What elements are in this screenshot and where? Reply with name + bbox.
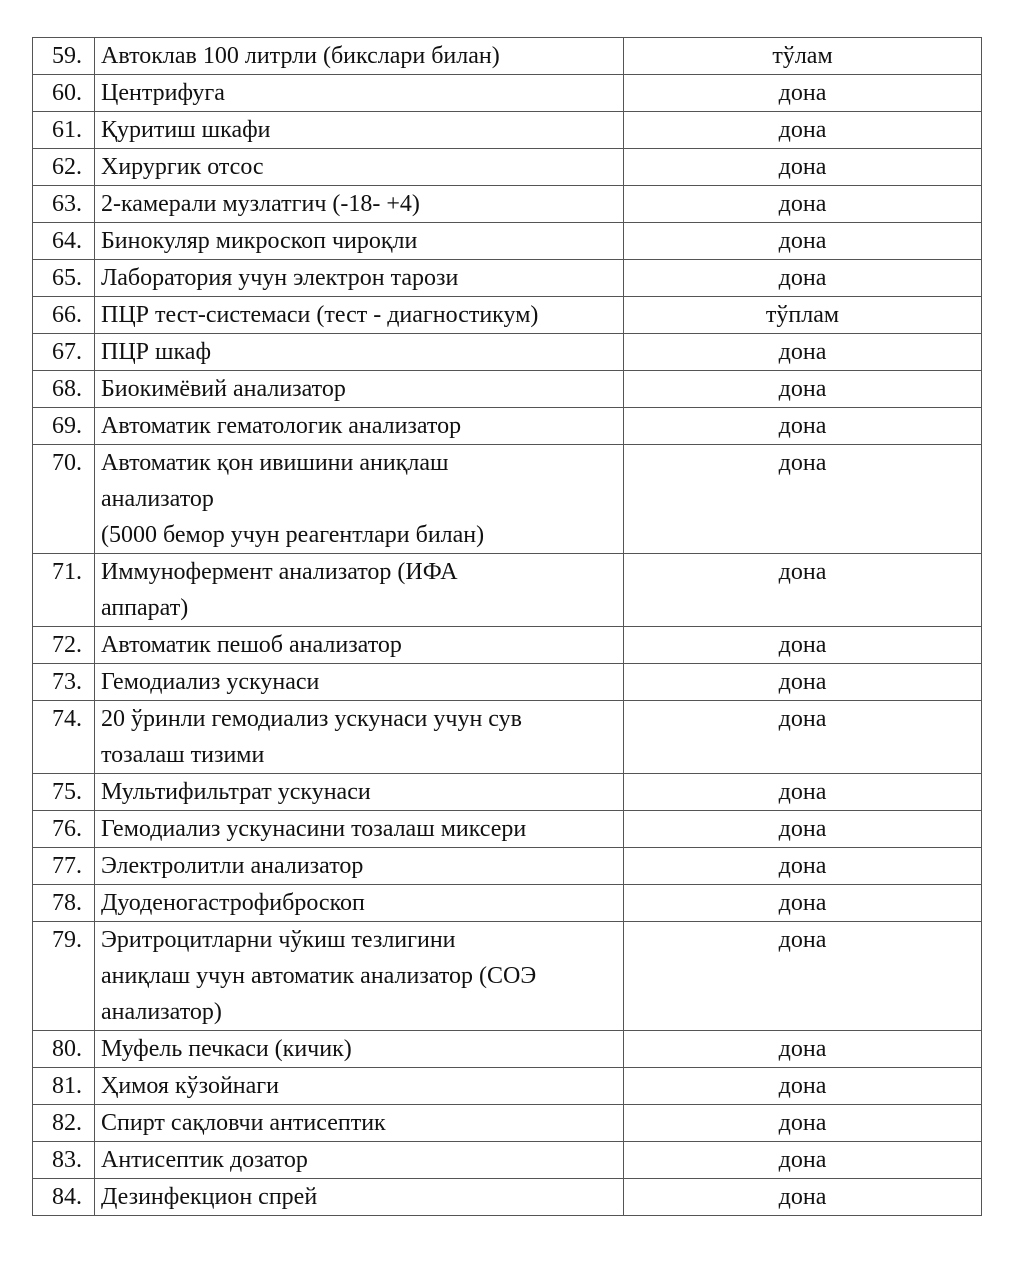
row-number: 83. bbox=[33, 1142, 95, 1179]
item-name: Лаборатория учун электрон тарози bbox=[95, 260, 624, 297]
item-unit: дона bbox=[624, 408, 982, 445]
row-number: 80. bbox=[33, 1031, 95, 1068]
item-name: Автоматик пешоб анализатор bbox=[95, 627, 624, 664]
item-name: Бинокуляр микроскоп чироқли bbox=[95, 223, 624, 260]
table-row bbox=[33, 664, 982, 701]
row-number: 82. bbox=[33, 1105, 95, 1142]
item-name: 2-камерали музлатгич (-18- +4) bbox=[95, 186, 624, 223]
row-number: 79. bbox=[33, 922, 95, 1031]
item-unit: дона bbox=[624, 1031, 982, 1068]
item-name: Мультифильтрат ускунаси bbox=[95, 774, 624, 811]
table-row bbox=[33, 774, 982, 811]
item-name: Автоклав 100 литрли (бикслари билан) bbox=[95, 38, 624, 75]
item-unit: дона bbox=[624, 1068, 982, 1105]
item-unit: дона bbox=[624, 260, 982, 297]
item-unit: дона bbox=[624, 811, 982, 848]
row-number: 67. bbox=[33, 334, 95, 371]
row-number: 59. bbox=[33, 38, 95, 75]
row-number: 75. bbox=[33, 774, 95, 811]
item-name: Қуритиш шкафи bbox=[95, 112, 624, 149]
item-unit: дона bbox=[624, 774, 982, 811]
table-row bbox=[33, 297, 982, 334]
item-unit: дона bbox=[624, 223, 982, 260]
table-row bbox=[33, 848, 982, 885]
item-unit: дона bbox=[624, 1179, 982, 1216]
item-unit: дона bbox=[624, 922, 982, 1031]
item-unit: дона bbox=[624, 371, 982, 408]
table-row bbox=[33, 112, 982, 149]
item-name: Хирургик отсос bbox=[95, 149, 624, 186]
table-row bbox=[33, 1068, 982, 1105]
row-number: 73. bbox=[33, 664, 95, 701]
item-name: Эритроцитларни чўкиш тезлигини аниқлаш учун автоматик анализатор (СОЭ анализатор) bbox=[95, 922, 624, 1031]
equipment-table bbox=[32, 37, 982, 1216]
table-row bbox=[33, 75, 982, 112]
row-number: 62. bbox=[33, 149, 95, 186]
row-number: 63. bbox=[33, 186, 95, 223]
row-number: 60. bbox=[33, 75, 95, 112]
table-row bbox=[33, 1179, 982, 1216]
item-unit: дона bbox=[624, 627, 982, 664]
item-unit: дона bbox=[624, 445, 982, 554]
table-row bbox=[33, 627, 982, 664]
row-number: 69. bbox=[33, 408, 95, 445]
table-row bbox=[33, 445, 982, 554]
item-name: Автоматик қон ивишини аниқлаш анализатор (5000 бемор учун реагентлари билан) bbox=[95, 445, 624, 554]
table-row bbox=[33, 1105, 982, 1142]
row-number: 61. bbox=[33, 112, 95, 149]
item-name: Дуоденогастрофиброскоп bbox=[95, 885, 624, 922]
item-unit: дона bbox=[624, 112, 982, 149]
item-unit: дона bbox=[624, 1142, 982, 1179]
row-number: 84. bbox=[33, 1179, 95, 1216]
table-row bbox=[33, 1031, 982, 1068]
item-name: Ҳимоя кўзойнаги bbox=[95, 1068, 624, 1105]
item-unit: дона bbox=[624, 334, 982, 371]
item-unit: дона bbox=[624, 75, 982, 112]
row-number: 68. bbox=[33, 371, 95, 408]
row-number: 65. bbox=[33, 260, 95, 297]
item-name: Антисептик дозатор bbox=[95, 1142, 624, 1179]
item-unit: тўплам bbox=[624, 297, 982, 334]
table-row bbox=[33, 223, 982, 260]
table-row bbox=[33, 922, 982, 1031]
table-row bbox=[33, 885, 982, 922]
item-unit: тўлам bbox=[624, 38, 982, 75]
item-name: Гемодиализ ускунаси bbox=[95, 664, 624, 701]
item-unit: дона bbox=[624, 664, 982, 701]
document-page bbox=[32, 37, 981, 1216]
item-name: Дезинфекцион спрей bbox=[95, 1179, 624, 1216]
table-row bbox=[33, 334, 982, 371]
item-name: Гемодиализ ускунасини тозалаш миксери bbox=[95, 811, 624, 848]
table-row bbox=[33, 554, 982, 627]
table-row bbox=[33, 371, 982, 408]
item-name: Биокимёвий анализатор bbox=[95, 371, 624, 408]
item-name: 20 ўринли гемодиализ ускунаси учун сув тозалаш тизими bbox=[95, 701, 624, 774]
item-unit: дона bbox=[624, 554, 982, 627]
equipment-table-body bbox=[33, 38, 982, 1216]
item-unit: дона bbox=[624, 1105, 982, 1142]
row-number: 66. bbox=[33, 297, 95, 334]
table-row bbox=[33, 38, 982, 75]
item-unit: дона bbox=[624, 885, 982, 922]
row-number: 71. bbox=[33, 554, 95, 627]
row-number: 70. bbox=[33, 445, 95, 554]
item-name: Автоматик гематологик анализатор bbox=[95, 408, 624, 445]
table-row bbox=[33, 1142, 982, 1179]
table-row bbox=[33, 149, 982, 186]
item-name: Муфель печкаси (кичик) bbox=[95, 1031, 624, 1068]
item-name: Спирт сақловчи антисептик bbox=[95, 1105, 624, 1142]
row-number: 72. bbox=[33, 627, 95, 664]
item-unit: дона bbox=[624, 701, 982, 774]
row-number: 77. bbox=[33, 848, 95, 885]
item-unit: дона bbox=[624, 186, 982, 223]
row-number: 81. bbox=[33, 1068, 95, 1105]
item-unit: дона bbox=[624, 149, 982, 186]
item-name: Электролитли анализатор bbox=[95, 848, 624, 885]
row-number: 76. bbox=[33, 811, 95, 848]
item-name: Центрифуга bbox=[95, 75, 624, 112]
row-number: 64. bbox=[33, 223, 95, 260]
item-unit: дона bbox=[624, 848, 982, 885]
table-row bbox=[33, 811, 982, 848]
item-name: ПЦР шкаф bbox=[95, 334, 624, 371]
table-row bbox=[33, 408, 982, 445]
row-number: 74. bbox=[33, 701, 95, 774]
table-row bbox=[33, 701, 982, 774]
row-number: 78. bbox=[33, 885, 95, 922]
table-row bbox=[33, 186, 982, 223]
item-name: ПЦР тест-системаси (тест - диагностикум) bbox=[95, 297, 624, 334]
item-name: Иммунофермент анализатор (ИФА аппарат) bbox=[95, 554, 624, 627]
table-row bbox=[33, 260, 982, 297]
